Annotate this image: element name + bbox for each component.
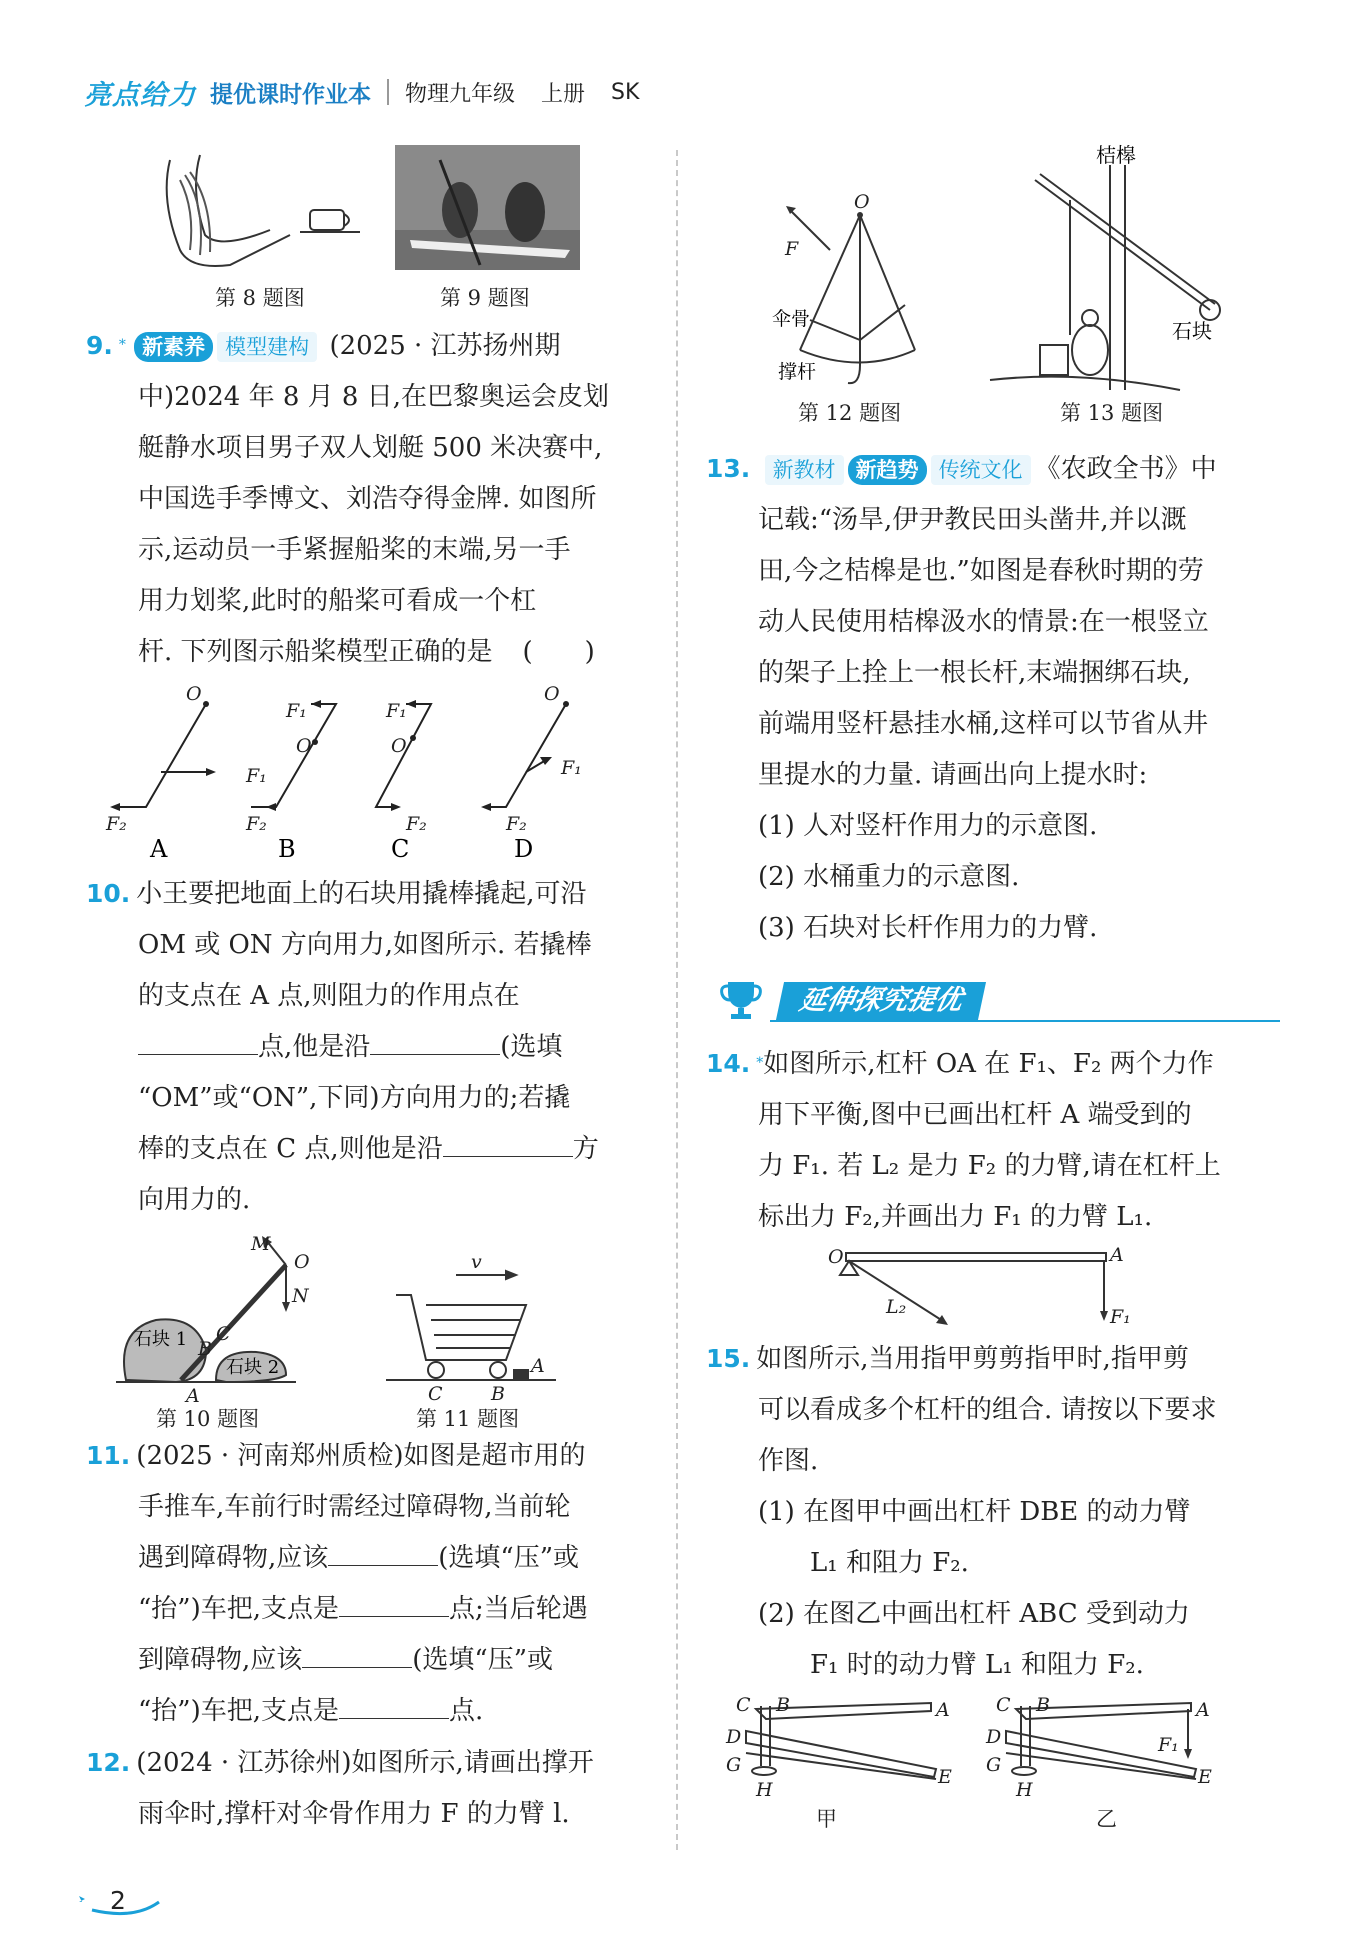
fig15-label: G: [986, 1754, 1002, 1776]
q11-text: (选填“压”或: [412, 1645, 553, 1675]
section-title: 延伸探究提优: [776, 982, 986, 1020]
question-9: [86, 320, 666, 678]
q11-blank-1[interactable]: [328, 1535, 438, 1566]
q11-text: “抬”)车把,支点是: [138, 1594, 339, 1624]
header-divider: [387, 79, 389, 105]
q9-source: (2025 · 江苏扬州期: [329, 331, 561, 361]
q11-text: 点;当后轮遇: [449, 1594, 588, 1624]
svg-text:F₂: F₂: [246, 813, 267, 835]
figures-10-11: [86, 1230, 666, 1430]
q11-blank-2[interactable]: [339, 1586, 449, 1617]
fig14-label: O: [828, 1246, 844, 1268]
fig13-label: 桔槔: [1096, 143, 1136, 167]
fig14-label: A: [1110, 1244, 1124, 1266]
q9-line: 艇静水项目男子双人划艇 500 米决赛中,: [138, 433, 603, 463]
figures-8-9: [150, 140, 590, 315]
svg-text:O: O: [296, 735, 312, 757]
fig15-nail-clipper: [706, 1691, 1286, 1831]
svg-text:O: O: [391, 735, 407, 757]
section-underline: [770, 1020, 1280, 1022]
q13-line: 田,今之桔槔是也.”如图是春秋时期的劳: [758, 556, 1204, 586]
svg-text:F₁: F₁: [286, 700, 307, 722]
q15-item: (1) 在图甲中画出杠杆 DBE 的动力臂: [758, 1497, 1191, 1527]
q13-line: 《农政全书》中: [1034, 454, 1217, 484]
fig15-label: B: [776, 1694, 790, 1716]
q13-line: 里提水的力量. 请画出向上提水时:: [758, 760, 1148, 790]
fig12-caption: 第 12 题图: [798, 401, 902, 425]
fig15-label: A: [936, 1699, 950, 1721]
fig10-label: 石块 1: [134, 1329, 188, 1350]
fig12-label: F: [785, 238, 799, 260]
fig15-label: H: [1016, 1779, 1033, 1801]
figures-12-13: [740, 140, 1280, 435]
fig10-crowbar: [116, 1233, 310, 1430]
q9-line: 杆. 下列图示船桨模型正确的是: [138, 637, 493, 667]
q15-item: F₁ 时的动力臂 L₁ 和阻力 F₂.: [810, 1650, 1144, 1680]
fig15-label: C: [736, 1694, 751, 1716]
q15-number: 15.: [706, 1344, 751, 1373]
q13-item: (1) 人对竖杆作用力的示意图.: [758, 811, 1098, 841]
svg-text:F₁: F₁: [386, 700, 407, 722]
fig11-label: C: [428, 1383, 443, 1405]
series-title: 提优课时作业本: [210, 81, 371, 108]
fig15-label: D: [726, 1726, 742, 1748]
q9-option-b[interactable]: B: [278, 835, 296, 862]
q15-line: 如图所示,当用指甲剪剪指甲时,指甲剪: [756, 1344, 1189, 1374]
svg-text:F₂: F₂: [106, 813, 127, 835]
fig10-label: M: [251, 1233, 271, 1255]
q10-text: 方: [572, 1134, 599, 1164]
question-12: [86, 1737, 666, 1840]
fig13-jiegao: [990, 165, 1220, 390]
q9-number: 9.: [86, 331, 113, 360]
page-header: [84, 72, 639, 112]
q10-line: OM 或 ON 方向用力,如图所示. 若撬棒: [138, 930, 592, 960]
q11-line: (2025 · 河南郑州质检)如图是超市用的: [136, 1441, 586, 1471]
fig10-label: 石块 2: [226, 1357, 280, 1378]
svg-text:F₁: F₁: [561, 757, 582, 779]
q9-option-c[interactable]: C: [391, 835, 410, 862]
fig12-label: 伞骨: [772, 308, 811, 330]
q12-line: 雨伞时,撑杆对伞骨作用力 F 的力臂 l.: [138, 1799, 570, 1829]
q13-item: (3) 石块对长杆作用力的力臂.: [758, 913, 1098, 943]
fig15-label: E: [1198, 1766, 1212, 1788]
question-11: [86, 1430, 666, 1737]
svg-text:O: O: [544, 683, 560, 705]
q9-option-a[interactable]: A: [150, 835, 168, 862]
q11-line: 手推车,车前行时需经过障碍物,当前轮: [138, 1492, 571, 1522]
q12-line: (2024 · 江苏徐州)如图所示,请画出撑开: [136, 1748, 594, 1778]
star-icon: *: [756, 1055, 764, 1071]
q10-text: 棒的支点在 C 点,则他是沿: [138, 1134, 443, 1164]
fig10-caption: 第 10 题图: [156, 1407, 260, 1430]
q14-line: 用下平衡,图中已画出杠杆 A 端受到的: [758, 1100, 1192, 1130]
column-divider: [676, 150, 678, 1850]
fig15b-caption: 乙: [1096, 1807, 1117, 1831]
fig11-caption: 第 11 题图: [416, 1407, 520, 1430]
fig15-label: H: [756, 1779, 773, 1801]
q13-item: (2) 水桶重力的示意图.: [758, 862, 1020, 892]
q10-blank-3[interactable]: [443, 1126, 573, 1157]
q13-line: 的架子上拴上一根长杆,末端捆绑石块,: [758, 658, 1191, 688]
q13-tag-new-trend: 新趋势: [848, 455, 927, 485]
q14-line: 力 F₁. 若 L₂ 是力 F₂ 的力臂,请在杠杆上: [758, 1151, 1221, 1181]
section-banner: [710, 976, 1280, 1026]
question-14: [706, 1038, 1286, 1243]
svg-text:F₂: F₂: [406, 813, 427, 835]
q14-line: 标出力 F₂,并画出力 F₁ 的力臂 L₁.: [758, 1202, 1153, 1232]
q9-line: 中)2024 年 8 月 8 日,在巴黎奥运会皮划: [138, 382, 609, 412]
q13-line: 动人民使用桔槔汲水的情景:在一根竖立: [758, 607, 1209, 637]
fig13-caption: 第 13 题图: [1060, 401, 1164, 425]
page-number: 2: [110, 1886, 126, 1915]
fig14-label: F₁: [1110, 1306, 1131, 1328]
fig11-label: v: [471, 1251, 482, 1273]
q14-number: 14.: [706, 1049, 751, 1078]
fig15a-caption: 甲: [816, 1807, 837, 1831]
fig10-label: C: [216, 1323, 231, 1345]
q13-tag-culture: 传统文化: [931, 455, 1031, 485]
fig15-label: A: [1196, 1699, 1210, 1721]
q10-line: 的支点在 A 点,则阻力的作用点在: [138, 981, 520, 1011]
q15-line: 作图.: [758, 1446, 819, 1476]
question-13: [706, 443, 1286, 954]
q10-line: “OM”或“ON”,下同)方向用力的;若撬: [138, 1083, 571, 1113]
q9-line: 中国选手季博文、刘浩夺得金牌. 如图所: [138, 484, 597, 514]
trophy-icon: [716, 976, 766, 1022]
q9-tag-model: 模型建构: [217, 332, 317, 362]
fig15-label: G: [726, 1754, 742, 1776]
svg-text:F₁: F₁: [246, 765, 267, 787]
question-15: [706, 1333, 1286, 1691]
right-column: [706, 443, 1286, 954]
q9-tag-new-literacy: 新素养: [134, 332, 213, 362]
q9-line: 用力划桨,此时的船桨可看成一个杠: [138, 586, 537, 616]
volume-label: 上册: [541, 81, 586, 107]
fig9-caption: 第 9 题图: [440, 286, 530, 310]
subject-label: 物理九年级: [405, 81, 516, 107]
q9-option-d[interactable]: D: [514, 835, 534, 862]
q12-number: 12.: [86, 1748, 131, 1777]
fig11-label: B: [491, 1383, 505, 1405]
right-column-lower: [706, 1038, 1286, 1831]
fig12-label: 撑杆: [778, 361, 817, 383]
fig13-label: 石块: [1172, 319, 1212, 343]
q15-item: (2) 在图乙中画出杠杆 ABC 受到动力: [758, 1599, 1190, 1629]
q13-number: 13.: [706, 454, 751, 483]
fig9-photo: [395, 145, 580, 270]
q15-line: 可以看成多个杠杆的组合. 请按以下要求: [758, 1395, 1217, 1425]
svg-text:F₂: F₂: [506, 813, 527, 835]
q10-line: 小王要把地面上的石块用撬棒撬起,可沿: [136, 879, 587, 909]
q15-item: L₁ 和阻力 F₂.: [810, 1548, 969, 1578]
q11-text: 点.: [449, 1696, 484, 1726]
edition-label: SK: [611, 79, 640, 105]
fig12-label: O: [854, 191, 870, 213]
fig8-caption: 第 8 题图: [215, 286, 305, 310]
q10-line: 向用力的.: [138, 1185, 251, 1215]
q10-blank-1[interactable]: [138, 1024, 258, 1055]
q13-tag-new-textbook: 新教材: [765, 455, 844, 485]
fig15-label: D: [986, 1726, 1002, 1748]
q10-text: (选填: [500, 1032, 563, 1062]
fig10-label: B: [198, 1338, 212, 1360]
fig10-label: O: [294, 1251, 310, 1273]
star-icon: *: [118, 337, 126, 353]
q9-options-figure: [86, 682, 666, 862]
question-10: [86, 868, 666, 1226]
q11-blank-4[interactable]: [339, 1688, 449, 1719]
q11-text: “抬”)车把,支点是: [138, 1696, 339, 1726]
q11-text: 到障碍物,应该: [138, 1645, 303, 1675]
q10-blank-2[interactable]: [370, 1024, 500, 1055]
q9-answer-bracket[interactable]: ( ): [522, 637, 595, 667]
q10-number: 10.: [86, 879, 131, 908]
fig15-label: E: [938, 1766, 952, 1788]
fig15-label: B: [1036, 1694, 1050, 1716]
fig14-label: L₂: [886, 1296, 907, 1318]
fig11-label: A: [531, 1355, 545, 1377]
brand-logo: 亮点给力: [84, 79, 196, 111]
svg-text:O: O: [186, 683, 202, 705]
q9-line: 示,运动员一手紧握船桨的末端,另一手: [138, 535, 571, 565]
q13-line: 记载:“汤旱,伊尹教民田头凿井,并以溉: [758, 505, 1187, 535]
q11-text: (选填“压”或: [438, 1543, 579, 1573]
q10-text: 点,他是沿: [258, 1032, 371, 1062]
fig8-arm-illustration: [167, 155, 360, 266]
fig10-label: N: [292, 1285, 309, 1307]
q14-line: 如图所示,杠杆 OA 在 F₁、F₂ 两个力作: [763, 1049, 1214, 1079]
left-column: [86, 320, 666, 1840]
q11-text: 遇到障碍物,应该: [138, 1543, 329, 1573]
fig12-umbrella: [790, 210, 915, 383]
q11-number: 11.: [86, 1441, 131, 1470]
fig15-label: F₁: [1158, 1734, 1179, 1756]
fig10-label: A: [186, 1385, 200, 1407]
fig15-label: C: [996, 1694, 1011, 1716]
q13-line: 前端用竖杆悬挂水桶,这样可以节省从井: [758, 709, 1209, 739]
q11-blank-3[interactable]: [302, 1637, 412, 1668]
fig14-lever: [706, 1243, 1286, 1333]
